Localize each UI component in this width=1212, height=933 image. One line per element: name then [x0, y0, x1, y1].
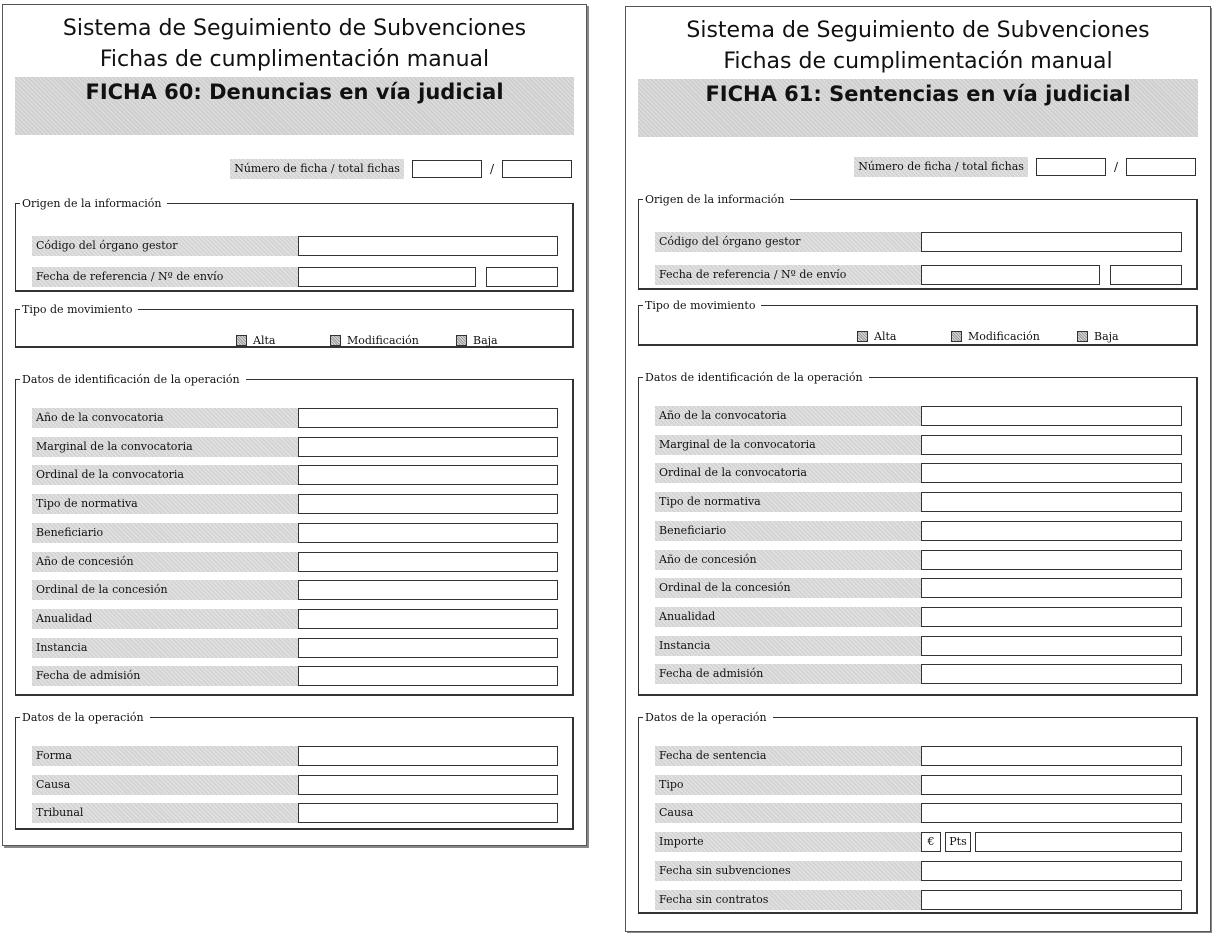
ficha-60-sheet [2, 4, 587, 846]
form-subtitle: Fichas de cumplimentación manual [99, 47, 490, 72]
ordinal-de-la-concesion-label: Ordinal de la concesión [32, 580, 298, 600]
total-fichas-input[interactable] [1126, 158, 1196, 176]
ficha-number-input[interactable] [1036, 158, 1106, 176]
ficha-title: FICHA 60: Denuncias en vía judicial [85, 80, 504, 104]
importe-input[interactable] [975, 832, 1182, 852]
beneficiario-label: Beneficiario [655, 521, 921, 541]
ordinal-de-la-concesion-input[interactable] [921, 578, 1182, 598]
instancia-row [655, 636, 1182, 656]
tipo-movimiento-section [638, 299, 1198, 346]
ano-de-la-convocatoria-input[interactable] [298, 408, 558, 428]
origen-legend: Origen de la información [20, 197, 167, 210]
tipo-de-normativa-row [655, 492, 1182, 512]
alta-option[interactable] [236, 334, 275, 347]
fecha-de-admision-label: Fecha de admisión [655, 664, 921, 684]
ano-de-la-convocatoria-row [32, 408, 558, 428]
numero-envio-input[interactable] [1110, 265, 1182, 285]
fecha-referencia-label: Fecha de referencia / Nº de envío [655, 265, 921, 285]
instancia-row [32, 638, 558, 658]
marginal-de-la-convocatoria-row [32, 437, 558, 457]
form-subtitle: Fichas de cumplimentación manual [723, 49, 1113, 74]
tribunal-row [32, 803, 558, 823]
tipo-de-normativa-input[interactable] [921, 492, 1182, 512]
fecha-sin-subvenciones-label: Fecha sin subvenciones [655, 861, 921, 881]
ordinal-de-la-concesion-row [32, 580, 558, 600]
numero-envio-input[interactable] [486, 267, 558, 287]
ficha-number-label: Número de ficha / total fichas [230, 159, 404, 179]
alta-checkbox[interactable] [236, 335, 247, 346]
origen-section [638, 193, 1198, 290]
modificacion-option[interactable] [330, 334, 419, 347]
ficha-number-input[interactable] [412, 160, 482, 178]
alta-label: Alta [874, 330, 897, 343]
ano-de-concesion-row [32, 552, 558, 572]
tipo-de-normativa-input[interactable] [298, 494, 558, 514]
alta-checkbox[interactable] [857, 331, 868, 342]
fecha-referencia-label: Fecha de referencia / Nº de envío [32, 267, 298, 287]
baja-option[interactable] [456, 334, 498, 347]
importe-row [655, 832, 1182, 852]
ordinal-de-la-convocatoria-input[interactable] [298, 465, 558, 485]
sheet-header [626, 15, 1210, 77]
baja-label: Baja [1094, 330, 1119, 343]
baja-checkbox[interactable] [456, 335, 467, 346]
ficha-title-band [15, 77, 574, 135]
pts-currency-button[interactable]: Pts [945, 832, 971, 852]
fecha-sin-contratos-input[interactable] [921, 890, 1182, 910]
tipo-movimiento-legend: Tipo de movimiento [20, 303, 138, 316]
ano-de-la-convocatoria-label: Año de la convocatoria [32, 408, 298, 428]
causa-row [32, 775, 558, 795]
beneficiario-label: Beneficiario [32, 523, 298, 543]
tribunal-input[interactable] [298, 803, 558, 823]
fecha-referencia-input[interactable] [298, 267, 476, 287]
ficha-number-label: Número de ficha / total fichas [854, 157, 1028, 177]
sheet-header [3, 13, 586, 75]
tipo-row [655, 775, 1182, 795]
ficha-61-sheet [625, 6, 1211, 932]
causa-label: Causa [32, 775, 298, 795]
ano-de-concesion-input[interactable] [298, 552, 558, 572]
ordinal-de-la-convocatoria-input[interactable] [921, 463, 1182, 483]
baja-checkbox[interactable] [1077, 331, 1088, 342]
identificacion-section [15, 373, 574, 696]
anualidad-input[interactable] [921, 607, 1182, 627]
fecha-sin-subvenciones-input[interactable] [921, 861, 1182, 881]
forma-input[interactable] [298, 746, 558, 766]
identificacion-section [638, 371, 1198, 696]
causa-label: Causa [655, 803, 921, 823]
tipo-de-normativa-label: Tipo de normativa [655, 492, 921, 512]
instancia-input[interactable] [298, 638, 558, 658]
codigo-organo-row [32, 236, 558, 256]
beneficiario-row [32, 523, 558, 543]
datos-operacion-section [638, 711, 1198, 914]
anualidad-row [655, 607, 1182, 627]
ordinal-de-la-convocatoria-row [32, 465, 558, 485]
ano-de-concesion-label: Año de concesión [655, 550, 921, 570]
ano-de-la-convocatoria-label: Año de la convocatoria [655, 406, 921, 426]
fecha-sin-contratos-row [655, 890, 1182, 910]
slash-separator: / [1113, 160, 1118, 174]
importe-label: Importe [655, 832, 921, 852]
fecha-sin-subvenciones-row [655, 861, 1182, 881]
fecha-de-admision-input[interactable] [298, 666, 558, 686]
datos-operacion-legend: Datos de la operación [20, 711, 150, 724]
baja-option[interactable] [1077, 330, 1119, 343]
instancia-label: Instancia [32, 638, 298, 658]
ordinal-de-la-concesion-input[interactable] [298, 580, 558, 600]
tipo-input[interactable] [921, 775, 1182, 795]
causa-row [655, 803, 1182, 823]
system-title: Sistema de Seguimiento de Subvenciones [62, 16, 527, 41]
codigo-organo-row [655, 232, 1182, 252]
modificacion-option[interactable] [951, 330, 1040, 343]
fecha-referencia-input[interactable] [921, 265, 1100, 285]
forma-label: Forma [32, 746, 298, 766]
origen-section [15, 197, 574, 292]
fecha-de-admision-input[interactable] [921, 664, 1182, 684]
instancia-input[interactable] [921, 636, 1182, 656]
fecha-de-sentencia-row [655, 746, 1182, 766]
codigo-organo-label: Código del órgano gestor [655, 232, 921, 252]
anualidad-input[interactable] [298, 609, 558, 629]
ano-de-la-convocatoria-input[interactable] [921, 406, 1182, 426]
ficha-title: FICHA 61: Sentencias en vía judicial [705, 82, 1131, 106]
marginal-de-la-convocatoria-input[interactable] [298, 437, 558, 457]
modificacion-label: Modificación [347, 334, 419, 347]
tipo-movimiento-legend: Tipo de movimiento [643, 299, 761, 312]
beneficiario-row [655, 521, 1182, 541]
ordinal-de-la-convocatoria-label: Ordinal de la convocatoria [32, 465, 298, 485]
tipo-movimiento-section [15, 303, 574, 348]
euro-currency-button[interactable]: € [921, 832, 941, 852]
tipo-label: Tipo [655, 775, 921, 795]
fecha-de-admision-row [32, 666, 558, 686]
anualidad-label: Anualidad [32, 609, 298, 629]
identificacion-legend: Datos de identificación de la operación [20, 373, 246, 386]
slash-separator: / [489, 162, 494, 176]
codigo-organo-input[interactable] [921, 232, 1182, 252]
beneficiario-input[interactable] [298, 523, 558, 543]
causa-input[interactable] [921, 803, 1182, 823]
beneficiario-input[interactable] [921, 521, 1182, 541]
instancia-label: Instancia [655, 636, 921, 656]
anualidad-label: Anualidad [655, 607, 921, 627]
total-fichas-input[interactable] [502, 160, 572, 178]
system-title: Sistema de Seguimiento de Subvenciones [686, 18, 1150, 43]
anualidad-row [32, 609, 558, 629]
ordinal-de-la-concesion-label: Ordinal de la concesión [655, 578, 921, 598]
ano-de-concesion-row [655, 550, 1182, 570]
baja-label: Baja [473, 334, 498, 347]
causa-input[interactable] [298, 775, 558, 795]
forma-row [32, 746, 558, 766]
marginal-de-la-convocatoria-row [655, 435, 1182, 455]
tipo-de-normativa-row [32, 494, 558, 514]
ficha-number-row [854, 157, 1196, 177]
marginal-de-la-convocatoria-input[interactable] [921, 435, 1182, 455]
fecha-de-admision-row [655, 664, 1182, 684]
ano-de-la-convocatoria-row [655, 406, 1182, 426]
fecha-sin-contratos-label: Fecha sin contratos [655, 890, 921, 910]
fecha-de-sentencia-input[interactable] [921, 746, 1182, 766]
tribunal-label: Tribunal [32, 803, 298, 823]
ano-de-concesion-label: Año de concesión [32, 552, 298, 572]
alta-option[interactable] [857, 330, 896, 343]
datos-operacion-section [15, 711, 574, 830]
ordinal-de-la-convocatoria-row [655, 463, 1182, 483]
ano-de-concesion-input[interactable] [921, 550, 1182, 570]
marginal-de-la-convocatoria-label: Marginal de la convocatoria [655, 435, 921, 455]
origen-legend: Origen de la información [643, 193, 790, 206]
modificacion-checkbox[interactable] [330, 335, 341, 346]
identificacion-legend: Datos de identificación de la operación [643, 371, 869, 384]
ordinal-de-la-concesion-row [655, 578, 1182, 598]
codigo-organo-input[interactable] [298, 236, 558, 256]
alta-label: Alta [253, 334, 276, 347]
fecha-referencia-row [32, 267, 558, 287]
fecha-referencia-row [655, 265, 1182, 285]
modificacion-label: Modificación [968, 330, 1040, 343]
fecha-de-sentencia-label: Fecha de sentencia [655, 746, 921, 766]
marginal-de-la-convocatoria-label: Marginal de la convocatoria [32, 437, 298, 457]
fecha-de-admision-label: Fecha de admisión [32, 666, 298, 686]
codigo-organo-label: Código del órgano gestor [32, 236, 298, 256]
datos-operacion-legend: Datos de la operación [643, 711, 773, 724]
ficha-title-band [638, 79, 1198, 137]
modificacion-checkbox[interactable] [951, 331, 962, 342]
ordinal-de-la-convocatoria-label: Ordinal de la convocatoria [655, 463, 921, 483]
ficha-number-row [230, 159, 572, 179]
tipo-de-normativa-label: Tipo de normativa [32, 494, 298, 514]
